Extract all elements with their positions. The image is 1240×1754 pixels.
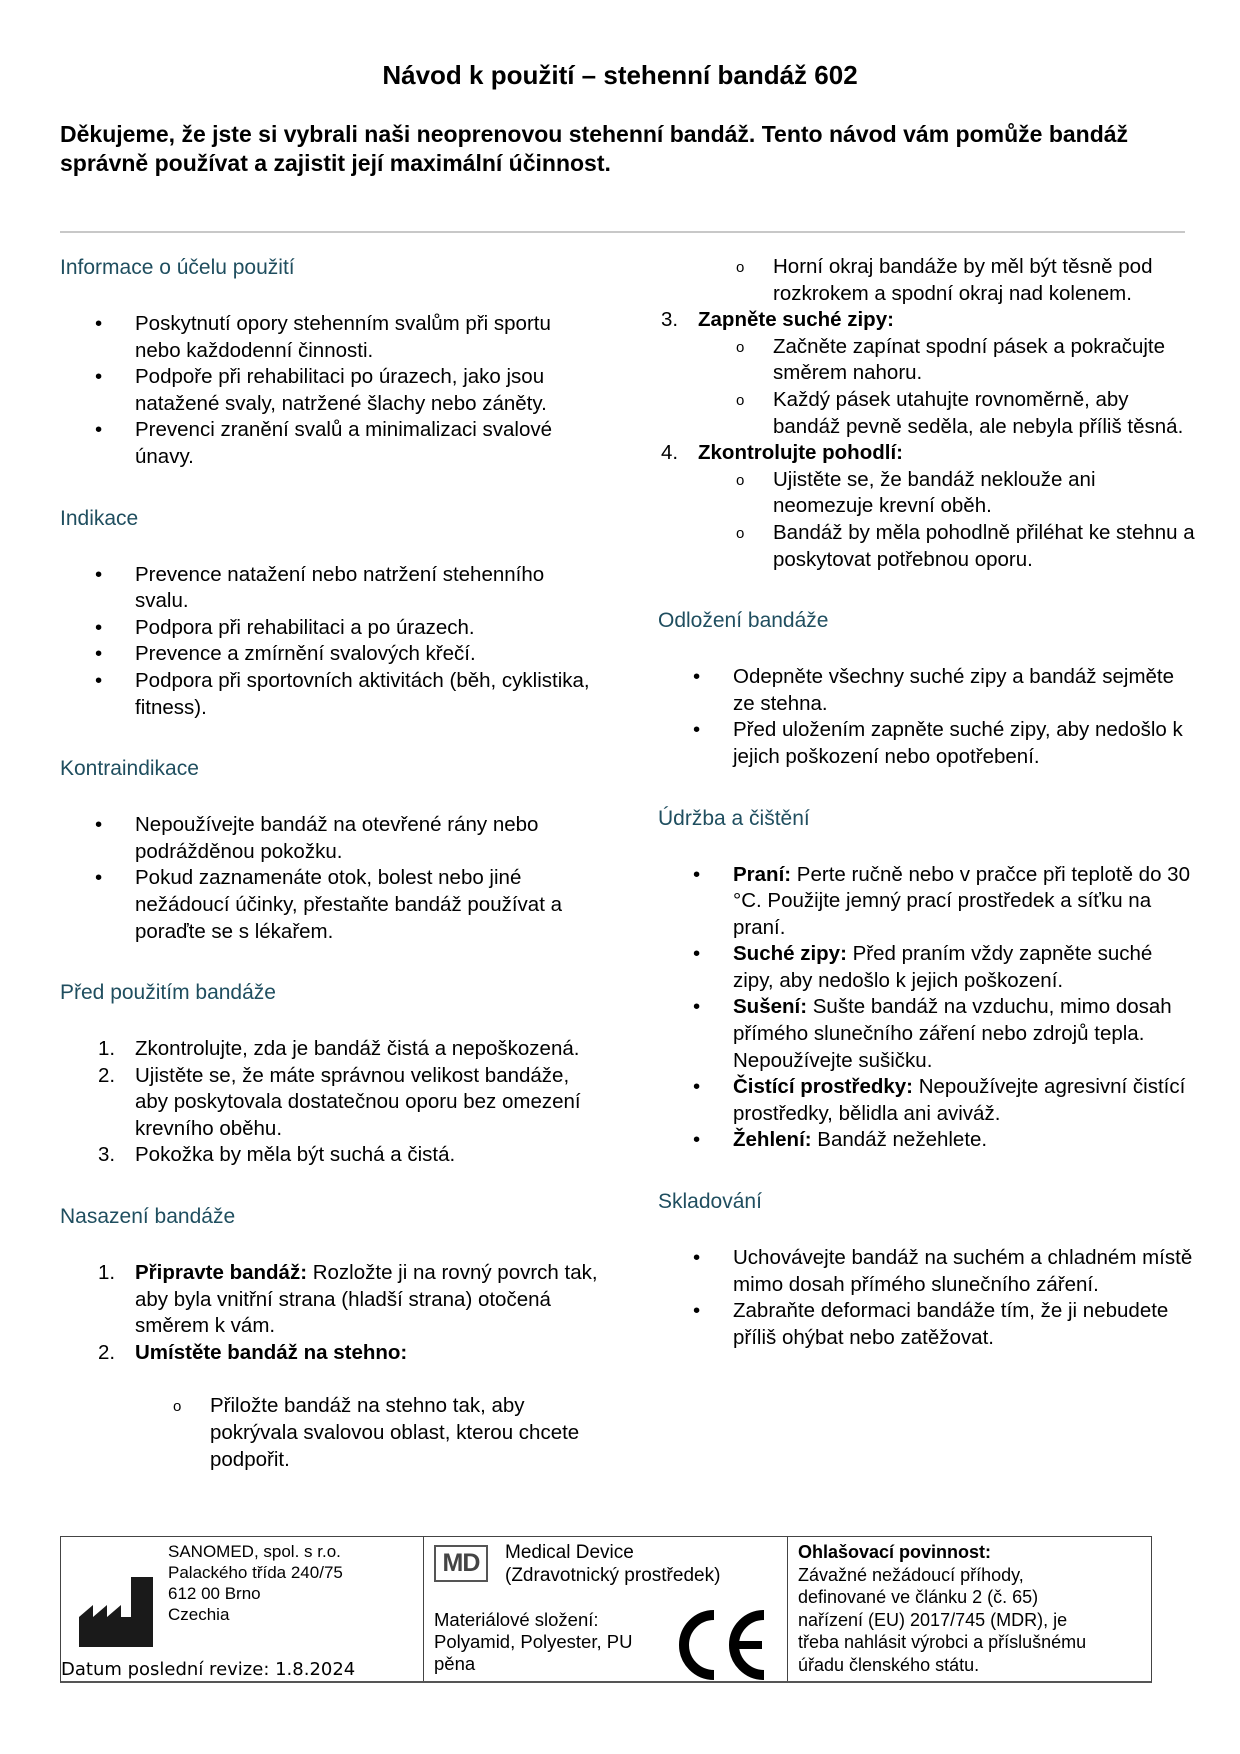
- section-before-use: [60, 980, 600, 1169]
- bullet-icon: •: [95, 615, 103, 639]
- sub-list-item: o Horní okraj bandáže by měl být těsně pod rozkrokem a spodní okraj nad kolenem.: [736, 255, 1153, 305]
- bullet-icon: •: [693, 862, 701, 886]
- list-item: • Čistící prostředky: Nepoužívejte agresivní čistící prostředky, bělidla ani aviváž.: [693, 1075, 1186, 1125]
- list-item: • Před uložením zapněte suché zipy, aby nedošlo k jejich poškození nebo opotřebení.: [693, 718, 1183, 768]
- section-heading: Indikace: [60, 506, 139, 530]
- list-item: • Nepoužívejte bandáž na otevřené rány nebo podrážděnou pokožku.: [95, 813, 539, 863]
- left-column: [60, 255, 600, 1473]
- section-removal: [658, 608, 1198, 770]
- section-indications: [60, 506, 600, 722]
- circle-bullet-icon: o: [736, 338, 745, 356]
- bullet-icon: •: [95, 813, 103, 837]
- storage-list: [658, 1245, 1198, 1351]
- list-item: • Odepněte všechny suché zipy a bandáž sejměte ze stehna.: [693, 665, 1175, 715]
- revision-date: Datum poslední revize: 1.8.2024: [61, 1659, 356, 1680]
- bullet-icon: •: [95, 312, 103, 335]
- list-item: • Prevence a zmírnění svalových křečí.: [60, 641, 600, 668]
- bullet-icon: •: [693, 995, 701, 1019]
- application-list: [60, 1260, 600, 1473]
- section-heading: Údržba a čištění: [658, 806, 810, 830]
- list-item: • Podpora při rehabilitaci a po úrazech.: [60, 615, 600, 642]
- manufacturer-address: SANOMED, spol. s r.o. Palackého třída 240/75 612 00 Brno Czechia: [168, 1542, 343, 1624]
- bullet-icon: •: [95, 866, 103, 890]
- contraindications-list: [60, 812, 600, 945]
- footer-table: [60, 1536, 1152, 1683]
- bullet-icon: •: [693, 1299, 701, 1323]
- bullet-icon: •: [95, 418, 103, 442]
- bullet-icon: •: [693, 665, 701, 689]
- list-item: • Podpora při sportovních aktivitách (běh, cyklistika, fitness).: [95, 668, 590, 719]
- section-heading: Kontraindikace: [60, 757, 199, 781]
- list-item: 3. Pokožka by měla být suchá a čistá.: [98, 1143, 456, 1167]
- section-contraindications: [60, 756, 600, 945]
- section-heading: Informace o účelu použití: [60, 256, 295, 279]
- sub-list-item: o Bandáž by měla pohodlně přiléhat ke stehnu a poskytovat potřebnou oporu.: [736, 520, 1195, 571]
- ce-mark-icon: [674, 1609, 769, 1681]
- intro-text: Děkujeme, že jste si vybrali naši neoprenovou stehenní bandáž. Tento návod vám pomůže bandáž správně používat a zajistit její maximální účinnost.: [60, 121, 1129, 176]
- list-item: • Poskytnutí opory stehenním svalům při sportu nebo každodenní činnosti.: [95, 312, 551, 362]
- bullet-icon: •: [693, 1246, 701, 1270]
- before-use-list: [60, 1036, 600, 1169]
- list-item: 1. Zkontrolujte, zda je bandáž čistá a nepoškozená.: [98, 1037, 580, 1061]
- bullet-icon: •: [95, 562, 103, 586]
- bullet-icon: •: [95, 668, 103, 692]
- reporting-cell: [788, 1537, 1151, 1681]
- sub-list-item: o Ujistěte se, že bandáž neklouže ani neomezuje krevní oběh.: [736, 467, 1096, 518]
- section-heading: Nasazení bandáže: [60, 1205, 236, 1229]
- section-application: [60, 1204, 600, 1473]
- indications-list: [60, 562, 600, 722]
- list-item: • Prevence natažení nebo natržení stehenního svalu.: [95, 562, 545, 613]
- list-item: • Pokud zaznamenáte otok, bolest nebo jiné nežádoucí účinky, přestaňte bandáž používat a poraďte se s lékařem.: [95, 866, 562, 943]
- section-heading: Odložení bandáže: [658, 609, 829, 633]
- removal-list: [658, 664, 1198, 770]
- bullet-icon: •: [693, 1128, 701, 1152]
- divider: [60, 231, 1185, 233]
- application-list-continued: [623, 254, 1198, 573]
- section-purpose: [60, 255, 600, 471]
- bullet-icon: •: [693, 718, 701, 742]
- document-title: Návod k použití – stehenní bandáž 602: [382, 60, 858, 90]
- list-item: 2. Ujistěte se, že máte správnou velikost bandáže, aby poskytovala dostatečnou oporu bez omezení krevního oběhu.: [98, 1063, 581, 1140]
- list-item: • Podpoře při rehabilitaci po úrazech, jako jsou natažené svaly, natržené šlachy nebo záněty.: [95, 365, 547, 415]
- list-item: • Praní: Perte ručně nebo v pračce při teplotě do 30 °C. Použijte jemný prací prostředek a síťku na praní.: [693, 862, 1190, 939]
- list-item: 2. Umístěte bandáž na stehno:: [98, 1340, 408, 1364]
- sub-list-item: o Začněte zapínat spodní pásek a pokračujte směrem nahoru.: [736, 334, 1166, 385]
- material-composition: Materiálové složení: Polyamid, Polyester, PU pěna: [434, 1609, 633, 1674]
- section-heading: Skladování: [658, 1190, 762, 1214]
- list-item: 4. Zkontrolujte pohodlí:: [661, 441, 903, 465]
- circle-bullet-icon: o: [736, 471, 745, 489]
- sub-list-item: o Každý pásek utahujte rovnoměrně, aby bandáž pevně seděla, ale nebyla příliš těsná.: [736, 387, 1184, 438]
- section-heading: Před použitím bandáže: [60, 981, 276, 1005]
- manufacturer-cell: [61, 1537, 424, 1681]
- list-item: • Žehlení: Bandáž nežehlete.: [658, 1127, 1198, 1154]
- right-column: [658, 254, 1198, 1351]
- maintenance-list: [658, 862, 1198, 1155]
- section-maintenance: [658, 806, 1198, 1155]
- bullet-icon: •: [95, 642, 103, 666]
- purpose-list: [60, 311, 600, 471]
- list-item: • Zabraňte deformaci bandáže tím, že ji nebudete příliš ohýbat nebo zatěžovat.: [693, 1299, 1169, 1349]
- list-item: 3. Zapněte suché zipy:: [661, 308, 894, 332]
- device-cell: [424, 1537, 788, 1681]
- circle-bullet-icon: o: [736, 524, 745, 542]
- bullet-icon: •: [693, 942, 701, 966]
- reporting-obligation: Ohlašovací povinnost: Závažné nežádoucí příhody, definované ve článku 2 (č. 65) nařízení (EU) 2017/745 (MDR), je třeba nahlásit výrobci a příslušnému úřadu členského státu.: [798, 1542, 1087, 1675]
- medical-device-label: Medical Device (Zdravotnický prostředek): [505, 1542, 721, 1586]
- list-item: • Uchovávejte bandáž na suchém a chladném místě mimo dosah přímého slunečního záření.: [693, 1246, 1193, 1296]
- section-storage: [658, 1189, 1198, 1351]
- circle-bullet-icon: o: [736, 259, 745, 276]
- list-item: • Suché zipy: Před praním vždy zapněte suché zipy, aby nedošlo k jejich poškození.: [693, 942, 1153, 992]
- list-item: 1. Připravte bandáž: Rozložte ji na rovný povrch tak, aby byla vnitřní strana (hladší strana) otočená směrem k vám.: [98, 1261, 598, 1338]
- sub-list-item: o Přiložte bandáž na stehno tak, aby pokrývala svalovou oblast, kterou chcete podpořit.: [173, 1394, 580, 1471]
- bullet-icon: •: [693, 1075, 701, 1099]
- md-symbol-icon: MD: [434, 1545, 488, 1582]
- factory-icon: [79, 1577, 153, 1647]
- circle-bullet-icon: o: [173, 1398, 182, 1416]
- list-item: • Prevenci zranění svalů a minimalizaci svalové únavy.: [95, 418, 553, 468]
- bullet-icon: •: [95, 365, 103, 389]
- circle-bullet-icon: o: [736, 391, 745, 409]
- list-item: • Sušení: Sušte bandáž na vzduchu, mimo dosah přímého slunečního záření nebo zdrojů tepla. Nepoužívejte sušičku.: [693, 995, 1172, 1072]
